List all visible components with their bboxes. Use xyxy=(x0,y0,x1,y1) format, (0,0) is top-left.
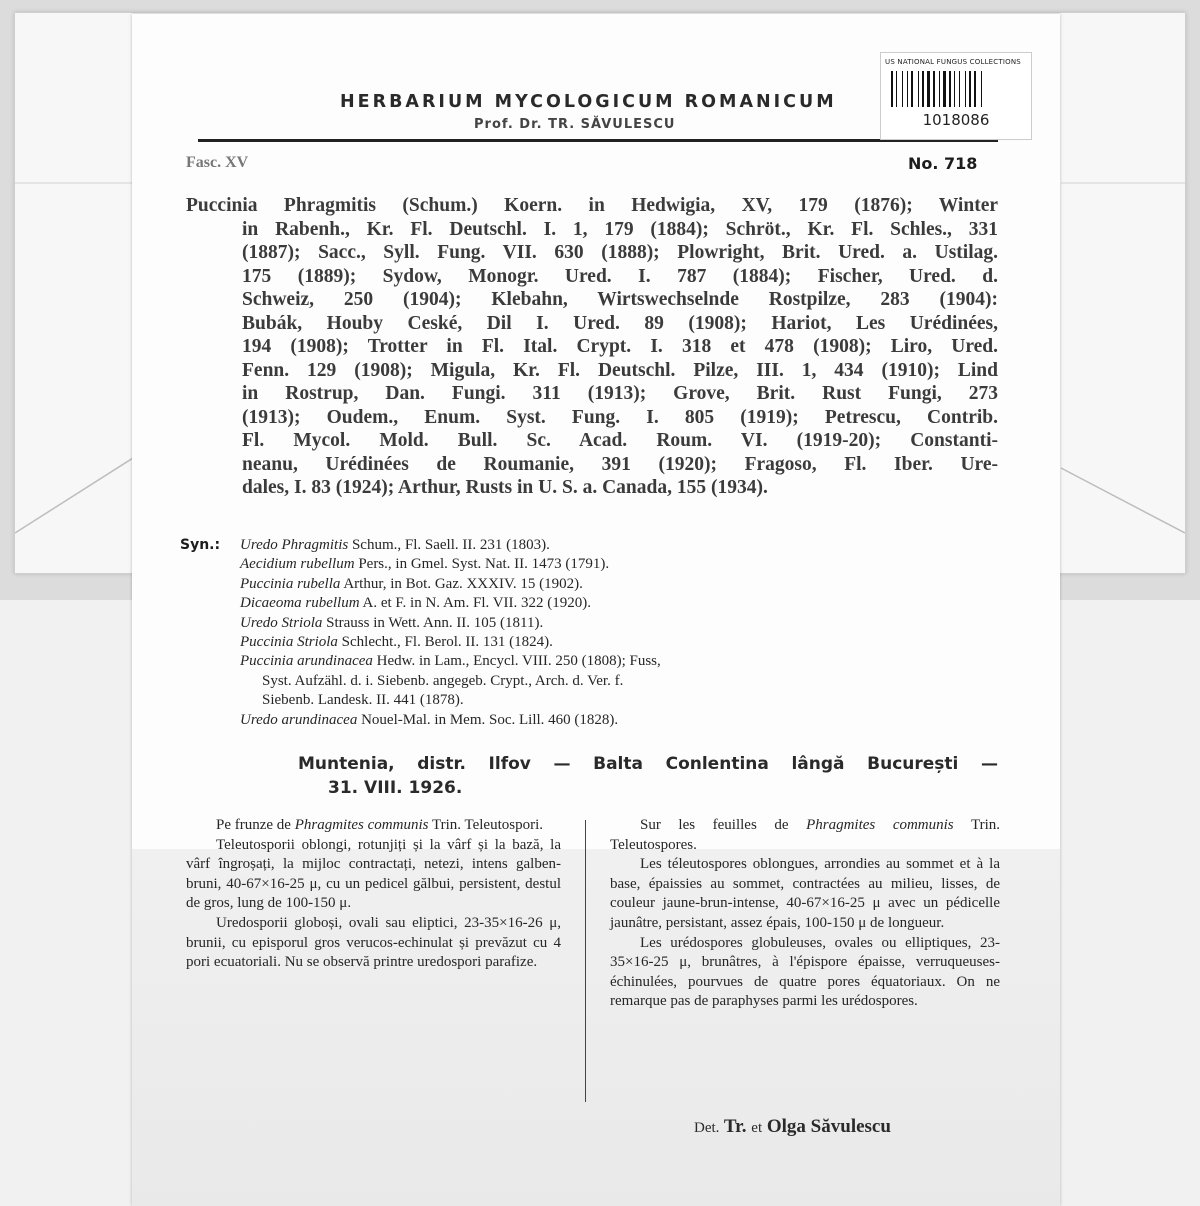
synonym-name: Puccinia arundinacea xyxy=(240,653,373,670)
reference-line: in Rostrup, Dan. Fungi. 311 (1913); Grove, Brit. Rust Fungi, 273 xyxy=(242,383,998,404)
fr-host-suffix: Trin. Teleutospores. xyxy=(610,817,1001,853)
fr-host-prefix: Sur les feuilles de xyxy=(640,817,789,833)
synonyms-list xyxy=(240,536,1000,730)
synonym-citation: A. et F. in N. Am. Fl. VII. 322 (1920). xyxy=(362,595,592,612)
specimen-number: No. 718 xyxy=(908,154,978,173)
synonym-citation: Nouel-Mal. in Mem. Soc. Lill. 460 (1828). xyxy=(361,711,619,728)
herbarium-title: HERBARIUM MYCOLOGICUM ROMANICUM xyxy=(340,92,837,112)
header-rule xyxy=(198,139,998,142)
synonym-entry xyxy=(240,691,1000,710)
description-french xyxy=(610,816,1000,1012)
reference-line: in Rabenh., Kr. Fl. Deutschl. I. 1, 179 (1884); Schröt., Kr. Fl. Schles., 331 xyxy=(242,218,998,240)
bibliographic-references xyxy=(186,194,998,500)
synonym-citation: Hedw. in Lam., Encycl. VIII. 250 (1808); Fuss, xyxy=(376,653,661,670)
synonym-entry xyxy=(240,594,1000,613)
synonym-name: Uredo arundinacea xyxy=(240,711,358,728)
reference-line: 175 (1889); Sydow, Monogr. Ured. I. 787 (1884); Fischer, Ured. d. xyxy=(242,265,998,287)
reference-line: (1913); Oudem., Enum. Syst. Fung. I. 805 (1919); Petrescu, Contrib. xyxy=(242,406,998,428)
synonym-citation: Pers., in Gmel. Syst. Nat. II. 1473 (1791). xyxy=(358,556,610,573)
reference-line: 194 (1908); Trotter in Fl. Ital. Crypt. I. 318 et 478 (1908); Liro, Ured. xyxy=(242,336,998,357)
det-name-1: Tr. xyxy=(723,1116,747,1137)
ro-host-name: Phragmites communis xyxy=(294,817,429,833)
ro-uredospores: Uredosporii globoși, ovali sau eliptici, 23-35×16-26 μ, brunii, cu episporul gros verucos-echinulat și prevăzut cu 4 pori ecuatoriali. Nu se observă printre uredospori parafize. xyxy=(186,914,561,971)
fr-uredospores: Les urédospores globuleuses, ovales ou elliptiques, 23-35×16-25 μ, brunâtres, à l'épispore épaisse, verruqueuses-échinulées, pourvues de quatre pores équatoriaux. On ne remarque pas de paraphyses parmi les urédospores. xyxy=(610,934,1000,1010)
synonym-citation: Syst. Aufzähl. d. i. Siebenb. angegeb. Crypt., Arch. d. Ver. f. xyxy=(262,672,624,689)
det-name-2: Olga Săvulescu xyxy=(766,1116,891,1137)
reference-line: Puccinia Phragmitis (Schum.) Koern. in Hedwigia, XV, 179 (1876); Winter xyxy=(186,195,998,216)
synonym-citation: Strauss in Wett. Ann. II. 105 (1811). xyxy=(326,614,544,631)
barcode-label xyxy=(880,52,1032,140)
fr-host-name: Phragmites communis xyxy=(806,817,954,833)
determiner-line xyxy=(694,1116,891,1138)
herbarium-label-sheet xyxy=(132,14,1060,1206)
herbarium-curator: Prof. Dr. TR. SĂVULESCU xyxy=(474,117,676,132)
synonym-name: Aecidium rubellum xyxy=(240,556,355,573)
synonym-citation: Siebenb. Landesk. II. 441 (1878). xyxy=(262,692,464,709)
synonym-entry xyxy=(240,633,1000,652)
barcode-number: 1018086 xyxy=(922,111,990,129)
description-romanian xyxy=(186,816,561,973)
collection-date: 31. VIII. 1926. xyxy=(328,778,463,798)
reference-line: Bubák, Houby Ceské, Dil I. Ured. 89 (1908); Hariot, Les Urédinées, xyxy=(242,312,998,334)
collection-locality: Muntenia, distr. Ilfov — Balta Conlentina lângă București — xyxy=(298,754,998,774)
fascicle-number: Fasc. XV xyxy=(186,154,249,171)
reference-line: neanu, Urédinées de Roumanie, 391 (1920); Fragoso, Fl. Iber. Ure- xyxy=(242,453,998,475)
synonym-name: Puccinia rubella xyxy=(240,575,341,592)
reference-line: Schweiz, 250 (1904); Klebahn, Wirtswechselnde Rostpilze, 283 (1904): xyxy=(242,289,998,310)
reference-line: (1887); Sacc., Syll. Fung. VII. 630 (1888); Plowright, Brit. Ured. a. Ustilag. xyxy=(242,242,998,263)
barcode-institution: US NATIONAL FUNGUS COLLECTIONS xyxy=(885,58,1021,66)
synonym-name: Puccinia Striola xyxy=(240,634,338,651)
barcode-icon xyxy=(891,71,1021,107)
synonym-citation: Schum., Fl. Saell. II. 231 (1803). xyxy=(351,537,550,553)
reference-line: dales, I. 83 (1924); Arthur, Rusts in U. S. a. Canada, 155 (1934). xyxy=(242,477,768,498)
ro-host-suffix: Trin. Teleutospori. xyxy=(431,817,543,833)
synonym-entry xyxy=(240,711,1000,730)
synonym-entry xyxy=(240,672,1000,691)
synonym-citation: Schlecht., Fl. Berol. II. 131 (1824). xyxy=(341,634,553,651)
fr-teleutospores: Les téleutospores oblongues, arrondies au sommet et à la base, épaissies au sommet, contractées au milieu, lisses, de couleur jaune-brun-intense, 40-67×16-25 μ avec un pédicelle jaunâtre, persistant, assez épais, 100-150 μ de longueur. xyxy=(610,856,1000,931)
synonym-entry xyxy=(240,536,1000,555)
synonym-entry xyxy=(240,575,1000,594)
column-divider xyxy=(585,820,586,1102)
reference-line: Fenn. 129 (1908); Migula, Kr. Fl. Deutschl. Pilze, III. 1, 434 (1910); Lind xyxy=(242,359,998,381)
reference-line: Fl. Mycol. Mold. Bull. Sc. Acad. Roum. VI. (1919-20); Constanti- xyxy=(242,430,998,451)
synonym-entry xyxy=(240,614,1000,633)
synonym-entry xyxy=(240,652,1000,671)
ro-host-prefix: Pe frunze de xyxy=(216,817,291,833)
det-conj: et xyxy=(751,1120,763,1136)
synonym-name: Uredo Phragmitis xyxy=(240,537,349,553)
det-prefix: Det. xyxy=(694,1120,720,1136)
synonym-name: Uredo Striola xyxy=(240,614,323,631)
synonyms-heading: Syn.: xyxy=(180,537,221,553)
synonym-citation: Arthur, in Bot. Gaz. XXXIV. 15 (1902). xyxy=(343,575,583,592)
synonym-entry xyxy=(240,555,1000,574)
synonym-name: Dicaeoma rubellum xyxy=(240,595,360,612)
ro-teleutospores: Teleutosporii oblongi, rotunjiți și la vârf și la bază, la vârf îngroșați, la mijloc contractați, netezi, intens galben-bruni, 40-67×16-25 μ, cu un pedicel gălbui, persistent, destul de gros, lung de 100-150 μ. xyxy=(186,836,561,912)
